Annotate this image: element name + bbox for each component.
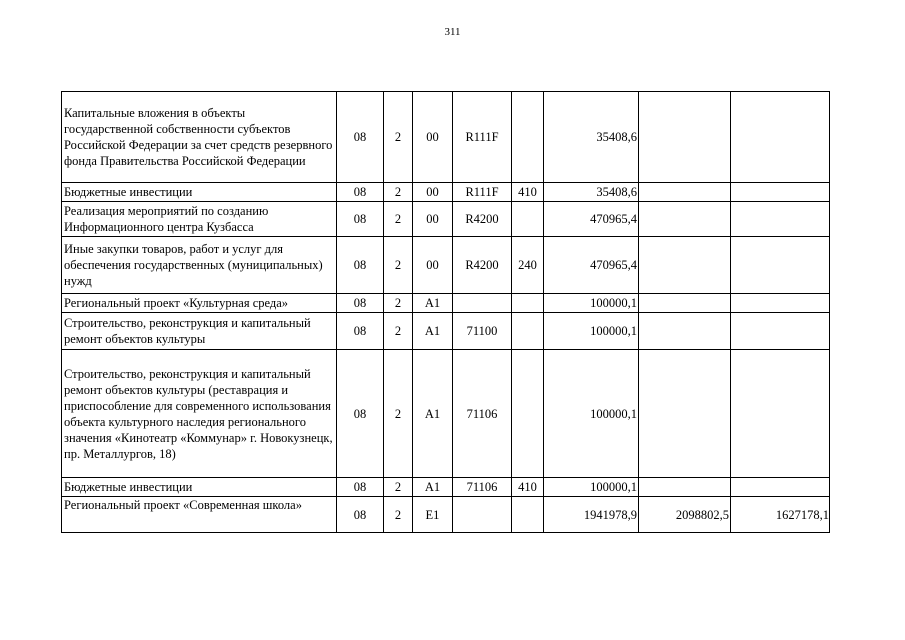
table-row bbox=[62, 478, 830, 497]
expense-type-code bbox=[512, 294, 544, 313]
program-code: 00 bbox=[413, 202, 453, 237]
subsection-code: 2 bbox=[384, 313, 413, 350]
target-article-code: R111F bbox=[453, 92, 512, 183]
amount-2 bbox=[639, 92, 731, 183]
table-row bbox=[62, 497, 830, 533]
section-code: 08 bbox=[337, 202, 384, 237]
target-article-code: 71106 bbox=[453, 350, 512, 478]
expense-type-code bbox=[512, 313, 544, 350]
table-row bbox=[62, 350, 830, 478]
table-row bbox=[62, 294, 830, 313]
amount-1: 100000,1 bbox=[544, 313, 639, 350]
program-code: 00 bbox=[413, 237, 453, 294]
expense-type-code: 240 bbox=[512, 237, 544, 294]
expense-type-code bbox=[512, 92, 544, 183]
subsection-code: 2 bbox=[384, 237, 413, 294]
row-name: Строительство, реконструкция и капитальный ремонт объектов культуры (реставрация и приспособление для современного использования объекта культурного наследия регионального значения «Кинотеатр «Коммунар» г. Новокузнецк, пр. Металлургов, 18) bbox=[62, 350, 337, 478]
target-article-code: 71100 bbox=[453, 313, 512, 350]
amount-1: 470965,4 bbox=[544, 202, 639, 237]
target-article-code: R111F bbox=[453, 183, 512, 202]
amount-1: 35408,6 bbox=[544, 92, 639, 183]
amount-1: 100000,1 bbox=[544, 478, 639, 497]
section-code: 08 bbox=[337, 478, 384, 497]
amount-3 bbox=[731, 478, 830, 497]
amount-2 bbox=[639, 478, 731, 497]
table-row bbox=[62, 202, 830, 237]
subsection-code: 2 bbox=[384, 478, 413, 497]
amount-1: 470965,4 bbox=[544, 237, 639, 294]
program-code: Е1 bbox=[413, 497, 453, 533]
amount-3: 1627178,1 bbox=[731, 497, 830, 533]
target-article-code bbox=[453, 294, 512, 313]
row-name: Бюджетные инвестиции bbox=[62, 478, 337, 497]
section-code: 08 bbox=[337, 313, 384, 350]
row-name: Иные закупки товаров, работ и услуг для обеспечения государственных (муниципальных) нужд bbox=[62, 237, 337, 294]
table-row bbox=[62, 92, 830, 183]
amount-1: 100000,1 bbox=[544, 350, 639, 478]
target-article-code: R4200 bbox=[453, 202, 512, 237]
section-code: 08 bbox=[337, 497, 384, 533]
target-article-code: R4200 bbox=[453, 237, 512, 294]
section-code: 08 bbox=[337, 92, 384, 183]
amount-2 bbox=[639, 350, 731, 478]
program-code: А1 bbox=[413, 294, 453, 313]
amount-1: 35408,6 bbox=[544, 183, 639, 202]
program-code: 00 bbox=[413, 183, 453, 202]
expense-type-code bbox=[512, 350, 544, 478]
table-row bbox=[62, 313, 830, 350]
amount-3 bbox=[731, 92, 830, 183]
subsection-code: 2 bbox=[384, 294, 413, 313]
section-code: 08 bbox=[337, 183, 384, 202]
row-name: Региональный проект «Современная школа» bbox=[62, 497, 337, 533]
amount-3 bbox=[731, 202, 830, 237]
amount-3 bbox=[731, 183, 830, 202]
amount-2 bbox=[639, 202, 731, 237]
expense-type-code: 410 bbox=[512, 478, 544, 497]
amount-2 bbox=[639, 237, 731, 294]
section-code: 08 bbox=[337, 294, 384, 313]
amount-3 bbox=[731, 313, 830, 350]
program-code: А1 bbox=[413, 350, 453, 478]
subsection-code: 2 bbox=[384, 183, 413, 202]
amount-3 bbox=[731, 237, 830, 294]
section-code: 08 bbox=[337, 350, 384, 478]
amount-1: 1941978,9 bbox=[544, 497, 639, 533]
row-name: Реализация мероприятий по созданию Информационного центра Кузбасса bbox=[62, 202, 337, 237]
row-name: Капитальные вложения в объекты государственной собственности субъектов Российской Федерации за счет средств резервного фонда Правительства Российской Федерации bbox=[62, 92, 337, 183]
program-code: А1 bbox=[413, 313, 453, 350]
subsection-code: 2 bbox=[384, 202, 413, 237]
section-code: 08 bbox=[337, 237, 384, 294]
amount-3 bbox=[731, 350, 830, 478]
program-code: 00 bbox=[413, 92, 453, 183]
amount-2: 2098802,5 bbox=[639, 497, 731, 533]
target-article-code: 71106 bbox=[453, 478, 512, 497]
amount-2 bbox=[639, 313, 731, 350]
program-code: А1 bbox=[413, 478, 453, 497]
row-name: Строительство, реконструкция и капитальный ремонт объектов культуры bbox=[62, 313, 337, 350]
subsection-code: 2 bbox=[384, 497, 413, 533]
expense-type-code bbox=[512, 202, 544, 237]
expense-type-code: 410 bbox=[512, 183, 544, 202]
amount-2 bbox=[639, 294, 731, 313]
target-article-code bbox=[453, 497, 512, 533]
expense-type-code bbox=[512, 497, 544, 533]
page-number: 311 bbox=[444, 26, 461, 38]
table-row bbox=[62, 183, 830, 202]
amount-1: 100000,1 bbox=[544, 294, 639, 313]
subsection-code: 2 bbox=[384, 92, 413, 183]
budget-table bbox=[61, 91, 830, 533]
row-name: Бюджетные инвестиции bbox=[62, 183, 337, 202]
table-row bbox=[62, 237, 830, 294]
row-name: Региональный проект «Культурная среда» bbox=[62, 294, 337, 313]
subsection-code: 2 bbox=[384, 350, 413, 478]
amount-3 bbox=[731, 294, 830, 313]
amount-2 bbox=[639, 183, 731, 202]
